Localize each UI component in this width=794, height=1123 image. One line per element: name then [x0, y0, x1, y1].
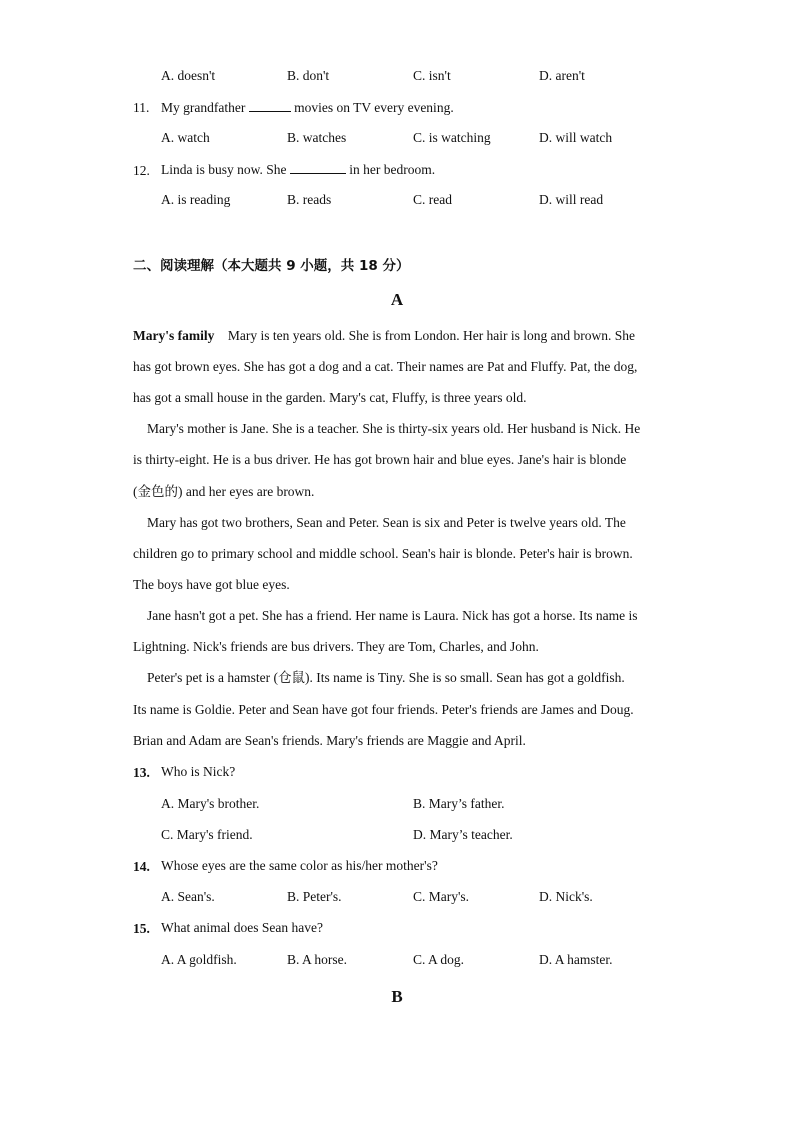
- q12-option-b: B. reads: [287, 192, 332, 207]
- q12-option-d: D. will read: [539, 192, 604, 207]
- q13-number: 13.: [133, 765, 150, 780]
- passage-a-line-14: Brian and Adam are Sean's friends. Mary's friends are Maggie and April.: [133, 733, 526, 748]
- q14-option-d: D. Nick's.: [539, 889, 593, 904]
- passage-a-line-12: Peter's pet is a hamster (仓鼠). Its name is Tiny. She is so small. Sean has got a goldfish.: [147, 670, 625, 685]
- q10-option-a: A. doesn't: [161, 68, 216, 83]
- q14-option-a: A. Sean's.: [161, 889, 215, 904]
- q13-option-a: A. Mary's brother.: [161, 796, 260, 811]
- q14-stem: Whose eyes are the same color as his/her mother's?: [161, 858, 438, 873]
- q15-option-a: A. A goldfish.: [161, 952, 237, 967]
- q14-option-c: C. Mary's.: [413, 889, 470, 904]
- q12-option-c: C. read: [413, 192, 452, 207]
- q14-option-b: B. Peter's.: [287, 889, 342, 904]
- q11-option-b: B. watches: [287, 130, 347, 145]
- passage-a-line-1: Mary is ten years old. She is from London. Her hair is long and brown. She: [227, 328, 636, 343]
- q10-option-b: B. don't: [287, 68, 330, 83]
- passage-line: [133, 327, 635, 345]
- passage-a-line-4: Mary's mother is Jane. She is a teacher. She is thirty-six years old. Her husband is Nick. He: [147, 421, 641, 436]
- passage-a-line-6: (金色的) and her eyes are brown.: [133, 484, 315, 499]
- passage-a-line-13: Its name is Goldie. Peter and Sean have got four friends. Peter's friends are James and Doug.: [133, 702, 634, 717]
- q11-blank: [249, 98, 291, 112]
- passage-a-line-10: Jane hasn't got a pet. She has a friend. Her name is Laura. Nick has got a horse. Its name is: [147, 608, 638, 623]
- q11-stem-before: My grandfather: [161, 100, 246, 115]
- q12-blank: [290, 160, 346, 174]
- q11-number: 11.: [133, 100, 150, 115]
- q11-option-c: C. is watching: [413, 130, 491, 145]
- q15-option-c: C. A dog.: [413, 952, 465, 967]
- passage-a-line-7: Mary has got two brothers, Sean and Peter. Sean is six and Peter is twelve years old. The: [147, 515, 626, 530]
- q12-stem: [161, 160, 435, 179]
- passage-a-line-2: has got brown eyes. She has got a dog and a cat. Their names are Pat and Fluffy. Pat, the dog,: [133, 359, 638, 374]
- passage-a-line-11: Lightning. Nick's friends are bus drivers. They are Tom, Charles, and John.: [133, 639, 539, 654]
- passage-a-line-8: children go to primary school and middle school. Sean's hair is blonde. Peter's hair is brown.: [133, 546, 633, 561]
- q13-option-c: C. Mary's friend.: [161, 827, 253, 842]
- passage-a-line-5: is thirty-eight. He is a bus driver. He has got brown hair and blue eyes. Jane's hair is blonde: [133, 452, 627, 467]
- q12-stem-after: in her bedroom.: [349, 162, 436, 177]
- q13-option-b: B. Mary’s father.: [413, 796, 505, 811]
- q15-stem: What animal does Sean have?: [161, 920, 323, 935]
- q11-option-d: D. will watch: [539, 130, 613, 145]
- passage-a-line-9: The boys have got blue eyes.: [133, 577, 290, 592]
- passage-a-line-3: has got a small house in the garden. Mary's cat, Fluffy, is three years old.: [133, 390, 527, 405]
- q11-stem: [161, 98, 454, 117]
- q12-stem-before: Linda is busy now. She: [161, 162, 287, 177]
- q13-stem: Who is Nick?: [161, 764, 236, 779]
- q12-option-a: A. is reading: [161, 192, 231, 207]
- q15-number: 15.: [133, 921, 150, 936]
- q11-option-a: A. watch: [161, 130, 210, 145]
- section-title-reading: 二、阅读理解（本大题共 9 小题，共 18 分）: [133, 258, 410, 274]
- q10-option-d: D. aren't: [539, 68, 585, 83]
- q12-number: 12.: [133, 163, 150, 178]
- passage-a-label: A: [390, 290, 404, 309]
- passage-b-label: B: [391, 987, 403, 1006]
- q13-option-d: D. Mary’s teacher.: [413, 827, 513, 842]
- q14-number: 14.: [133, 859, 150, 874]
- q11-stem-after: movies on TV every evening.: [294, 100, 454, 115]
- q10-option-c: C. isn't: [413, 68, 451, 83]
- passage-a-heading: Mary's family: [133, 328, 215, 343]
- q15-option-d: D. A hamster.: [539, 952, 613, 967]
- q15-option-b: B. A horse.: [287, 952, 348, 967]
